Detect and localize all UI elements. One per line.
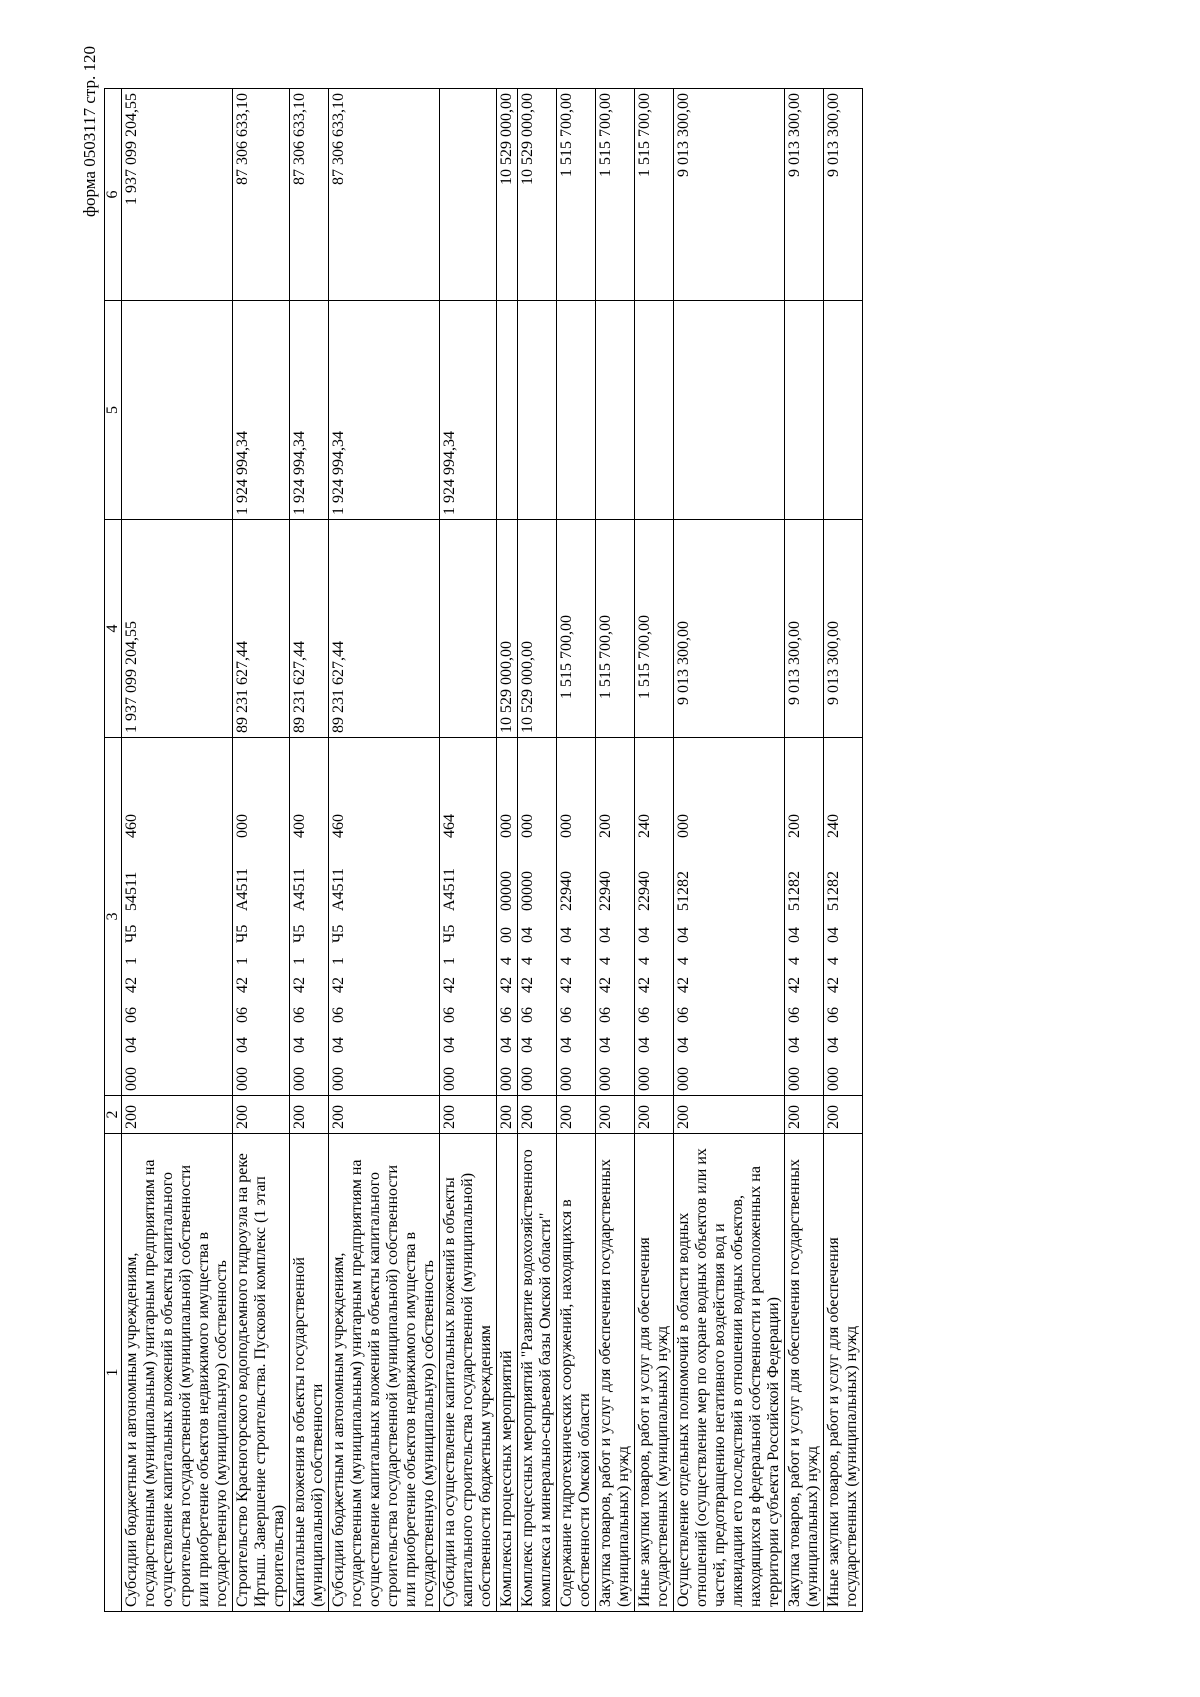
budget-code-part: 42 [291, 977, 308, 993]
row-unexecuted-cell: 1 515 700,00 [557, 89, 596, 301]
budget-code-part: 04 [636, 927, 653, 943]
row-line-code-cell: 200 [290, 1096, 329, 1134]
table-row [785, 89, 824, 1612]
budget-code-part: 04 [675, 927, 692, 943]
row-name-cell: Закупка товаров, работ и услуг для обеспечения государственных (муниципальных) нужд [785, 1134, 824, 1612]
row-approved-cell: 9 013 300,00 [674, 520, 785, 738]
budget-code-part: 04 [825, 927, 842, 943]
budget-code-part: 04 [519, 927, 536, 943]
budget-code-part: 22940 [597, 871, 614, 911]
row-approved-cell: 9 013 300,00 [824, 520, 863, 738]
row-executed-cell [497, 301, 518, 520]
row-budget-code-cell [329, 738, 440, 1096]
row-unexecuted-cell: 1 515 700,00 [635, 89, 674, 301]
budget-code [123, 742, 141, 1091]
budget-code-part: 06 [441, 1007, 458, 1023]
row-line-code-cell: 200 [785, 1096, 824, 1134]
row-name-cell: Содержание гидротехнических сооружений, находящихся в собственности Омской области [557, 1134, 596, 1612]
budget-code-part: 06 [498, 1007, 515, 1023]
budget-code-part: 42 [330, 977, 347, 993]
budget-code-part: 00000 [498, 871, 515, 911]
row-executed-cell [674, 301, 785, 520]
budget-code-part: 000 [234, 814, 251, 838]
budget-code-part: 1 [123, 957, 140, 965]
budget-code-part: 04 [675, 1037, 692, 1053]
table-row [635, 89, 674, 1612]
budget-code [597, 742, 615, 1091]
table-row [122, 89, 233, 1612]
row-line-code-cell: 200 [824, 1096, 863, 1134]
row-unexecuted-cell: 10 529 000,00 [497, 89, 518, 301]
row-name-cell: Иные закупки товаров, работ и услуг для обеспечения государственных (муниципальных) нужд [635, 1134, 674, 1612]
budget-code-part: 22940 [636, 871, 653, 911]
table-row [596, 89, 635, 1612]
row-executed-cell [785, 301, 824, 520]
budget-code-part: А4511 [441, 868, 458, 911]
row-line-code-cell: 200 [329, 1096, 440, 1134]
row-line-code-cell: 200 [233, 1096, 290, 1134]
budget-code-part: 04 [786, 1037, 803, 1053]
budget-code-part: 000 [597, 1067, 614, 1091]
row-unexecuted-cell: 87 306 633,10 [233, 89, 290, 301]
row-budget-code-cell [440, 738, 497, 1096]
budget-code-part: 240 [636, 814, 653, 838]
budget-code-part: 42 [636, 977, 653, 993]
budget-code [330, 742, 348, 1091]
column-header: 3 [105, 738, 122, 1096]
budget-code-part: 00 [498, 927, 515, 943]
budget-code-part: 460 [123, 814, 140, 838]
table-row [824, 89, 863, 1612]
table-row [440, 89, 497, 1612]
form-caption: форма 0503117 стр. 120 [80, 46, 99, 217]
row-executed-cell: 1 924 994,34 [329, 301, 440, 520]
row-budget-code-cell [518, 738, 557, 1096]
row-approved-cell: 1 515 700,00 [557, 520, 596, 738]
budget-code-part: 42 [498, 977, 515, 993]
row-approved-cell: 89 231 627,44 [329, 520, 440, 738]
budget-code-part: 4 [786, 957, 803, 965]
row-unexecuted-cell: 1 937 099 204,55 [122, 89, 233, 301]
row-name-cell: Субсидии бюджетным и автономным учреждениям, государственным (муниципальным) унитарным предприятиям на осуществление капитальных вложений в объекты капитального строительства государственной (муниципальной) собственности или приобретение объектов недвижимого имущества в государственную (муниципальную) собственность [329, 1134, 440, 1612]
row-unexecuted-cell: 9 013 300,00 [824, 89, 863, 301]
budget-code-part: А4511 [291, 868, 308, 911]
header-row [105, 89, 122, 1612]
budget-code-part: 04 [786, 927, 803, 943]
budget-code-part: 000 [234, 1067, 251, 1091]
budget-code-part: 04 [597, 927, 614, 943]
budget-code-part: 06 [675, 1007, 692, 1023]
row-name-cell: Осуществление отдельных полномочий в области водных отношений (осуществление мер по охране водных объектов или их частей, предотвращению негативного воздействия вод и ликвидации его последствий в отношении водных объектов, находящихся в федеральной собственности и расположенных на территории субъекта Российской Федерации) [674, 1134, 785, 1612]
budget-code-part: 1 [291, 957, 308, 965]
budget-code-part: 06 [597, 1007, 614, 1023]
budget-code-part: Ч5 [234, 924, 251, 943]
budget-code-part: 51282 [786, 871, 803, 911]
row-unexecuted-cell: 1 515 700,00 [596, 89, 635, 301]
budget-code [519, 742, 537, 1091]
budget-code [291, 742, 309, 1091]
column-header: 5 [105, 301, 122, 520]
budget-code-part: 400 [291, 814, 308, 838]
budget-code-part: 000 [558, 814, 575, 838]
budget-code [498, 742, 516, 1091]
budget-code-part: 51282 [675, 871, 692, 911]
row-name-cell: Комплексы процессных мероприятий [497, 1134, 518, 1612]
row-name-cell: Капитальные вложения в объекты государственной (муниципальной) собственности [290, 1134, 329, 1612]
budget-code [558, 742, 576, 1091]
budget-code-part: 06 [519, 1007, 536, 1023]
row-executed-cell [824, 301, 863, 520]
row-executed-cell [518, 301, 557, 520]
budget-code-part: 06 [330, 1007, 347, 1023]
budget-code-part: 06 [786, 1007, 803, 1023]
row-executed-cell: 1 924 994,34 [440, 301, 497, 520]
row-name-cell: Комплекс процессных мероприятий "Развитие водохозяйственного комплекса и минерально-сырьевой базы Омской области" [518, 1134, 557, 1612]
budget-code-part: 42 [519, 977, 536, 993]
budget-code-part: 06 [558, 1007, 575, 1023]
budget-code-part: 4 [597, 957, 614, 965]
row-approved-cell: 1 937 099 204,55 [122, 520, 233, 738]
row-executed-cell: 1 924 994,34 [290, 301, 329, 520]
budget-code-part: 000 [519, 814, 536, 838]
budget-code-part: 04 [291, 1037, 308, 1053]
budget-code-part: 000 [675, 814, 692, 838]
budget-code-part: 000 [498, 814, 515, 838]
budget-code-part: 06 [291, 1007, 308, 1023]
budget-code-part: 04 [441, 1037, 458, 1053]
budget-code-part: 1 [330, 957, 347, 965]
budget-code-part: 04 [498, 1037, 515, 1053]
budget-code-part: 42 [558, 977, 575, 993]
budget-code-part: 04 [558, 1037, 575, 1053]
budget-code-part: 200 [786, 814, 803, 838]
row-line-code-cell: 200 [596, 1096, 635, 1134]
budget-code-part: Ч5 [441, 924, 458, 943]
budget-code-part: 000 [825, 1067, 842, 1091]
budget-code-part: 04 [123, 1037, 140, 1053]
row-budget-code-cell [497, 738, 518, 1096]
row-name-cell: Субсидии бюджетным и автономным учреждениям, государственным (муниципальным) унитарным предприятиям на осуществление капитальных вложений в объекты капитального строительства государственной (муниципальной) собственности или приобретение объектов недвижимого имущества в государственную (муниципальную) собственность [122, 1134, 233, 1612]
table-row [674, 89, 785, 1612]
row-budget-code-cell [233, 738, 290, 1096]
column-header: 1 [105, 1134, 122, 1612]
budget-code-part: 1 [234, 957, 251, 965]
row-executed-cell [596, 301, 635, 520]
row-executed-cell [635, 301, 674, 520]
budget-code-part: 000 [441, 1067, 458, 1091]
budget-code-part: 04 [825, 1037, 842, 1053]
row-executed-cell [122, 301, 233, 520]
row-unexecuted-cell: 9 013 300,00 [674, 89, 785, 301]
row-budget-code-cell [785, 738, 824, 1096]
row-unexecuted-cell [440, 89, 497, 301]
row-approved-cell: 10 529 000,00 [518, 520, 557, 738]
budget-code-part: 000 [498, 1067, 515, 1091]
row-approved-cell: 10 529 000,00 [497, 520, 518, 738]
row-name-cell: Закупка товаров, работ и услуг для обеспечения государственных (муниципальных) нужд [596, 1134, 635, 1612]
budget-code-part: 04 [636, 1037, 653, 1053]
row-unexecuted-cell: 87 306 633,10 [290, 89, 329, 301]
row-approved-cell: 1 515 700,00 [635, 520, 674, 738]
row-budget-code-cell [635, 738, 674, 1096]
row-line-code-cell: 200 [122, 1096, 233, 1134]
budget-code-part: А4511 [330, 868, 347, 911]
table-row [290, 89, 329, 1612]
budget-code-part: 000 [330, 1067, 347, 1091]
row-name-cell: Строительство Красногорского водоподъемного гидроузла на реке Иртыш. Завершение строительства. Пусковой комплекс (1 этап строительства) [233, 1134, 290, 1612]
table-row [329, 89, 440, 1612]
row-line-code-cell: 200 [674, 1096, 785, 1134]
budget-code-part: Ч5 [291, 924, 308, 943]
row-line-code-cell: 200 [497, 1096, 518, 1134]
budget-code-part: 54511 [123, 871, 140, 911]
row-budget-code-cell [824, 738, 863, 1096]
budget-code-part: Ч5 [330, 924, 347, 943]
budget-code-part: 4 [825, 957, 842, 965]
budget-code-part: 42 [675, 977, 692, 993]
row-executed-cell [557, 301, 596, 520]
budget-code-part: 000 [519, 1067, 536, 1091]
budget-code-part: 04 [330, 1037, 347, 1053]
column-header: 4 [105, 520, 122, 738]
row-executed-cell: 1 924 994,34 [233, 301, 290, 520]
budget-code-part: 42 [234, 977, 251, 993]
budget-code-part: 460 [330, 814, 347, 838]
row-name-cell: Иные закупки товаров, работ и услуг для обеспечения государственных (муниципальных) нужд [824, 1134, 863, 1612]
row-approved-cell: 89 231 627,44 [290, 520, 329, 738]
budget-code-part: 200 [597, 814, 614, 838]
budget-code-part: 000 [123, 1067, 140, 1091]
budget-code-part: 42 [123, 977, 140, 993]
budget-code-part: 4 [636, 957, 653, 965]
row-unexecuted-cell: 9 013 300,00 [785, 89, 824, 301]
budget-code-part: 06 [636, 1007, 653, 1023]
budget-code-part: 4 [519, 957, 536, 965]
budget-code-part: 4 [558, 957, 575, 965]
row-line-code-cell: 200 [635, 1096, 674, 1134]
row-approved-cell: 9 013 300,00 [785, 520, 824, 738]
budget-code-part: 42 [597, 977, 614, 993]
table-row [557, 89, 596, 1612]
budget-code-part: 04 [558, 927, 575, 943]
budget-code-part: 06 [234, 1007, 251, 1023]
budget-code-part: 04 [597, 1037, 614, 1053]
table-row [518, 89, 557, 1612]
budget-code [786, 742, 804, 1091]
budget-code-part: 4 [498, 957, 515, 965]
row-unexecuted-cell: 10 529 000,00 [518, 89, 557, 301]
table-row [233, 89, 290, 1612]
budget-code-part: 1 [441, 957, 458, 965]
table-row [497, 89, 518, 1612]
budget-code-part: 42 [441, 977, 458, 993]
budget-code-part: 06 [825, 1007, 842, 1023]
budget-code-part: 000 [636, 1067, 653, 1091]
budget-code-part: 240 [825, 814, 842, 838]
row-line-code-cell: 200 [557, 1096, 596, 1134]
budget-code [675, 742, 693, 1091]
budget-code [234, 742, 252, 1091]
row-budget-code-cell [290, 738, 329, 1096]
row-budget-code-cell [557, 738, 596, 1096]
budget-code-part: 000 [675, 1067, 692, 1091]
budget-code-part: 000 [558, 1067, 575, 1091]
budget-code-part: 464 [441, 814, 458, 838]
row-budget-code-cell [674, 738, 785, 1096]
budget-code-part: 22940 [558, 871, 575, 911]
budget-code-part: Ч5 [123, 924, 140, 943]
row-budget-code-cell [122, 738, 233, 1096]
budget-code-part: 04 [234, 1037, 251, 1053]
budget-code-part: 04 [519, 1037, 536, 1053]
budget-code-part: 51282 [825, 871, 842, 911]
row-name-cell: Субсидии на осуществление капитальных вложений в объекты капитального строительства государственной (муниципальной) собственности бюджетным учреждениям [440, 1134, 497, 1612]
budget-code [636, 742, 654, 1091]
budget-code-part: А4511 [234, 868, 251, 911]
budget-code-part: 4 [675, 957, 692, 965]
budget-code-part: 42 [786, 977, 803, 993]
column-header: 6 [105, 89, 122, 301]
budget-code [441, 742, 459, 1091]
row-approved-cell [440, 520, 497, 738]
row-approved-cell: 89 231 627,44 [233, 520, 290, 738]
row-approved-cell: 1 515 700,00 [596, 520, 635, 738]
column-header: 2 [105, 1096, 122, 1134]
row-line-code-cell: 200 [440, 1096, 497, 1134]
budget-code-part: 00000 [519, 871, 536, 911]
budget-code [825, 742, 843, 1091]
budget-code-part: 42 [825, 977, 842, 993]
budget-execution-table [104, 88, 863, 1612]
row-unexecuted-cell: 87 306 633,10 [329, 89, 440, 301]
row-budget-code-cell [596, 738, 635, 1096]
budget-code-part: 000 [291, 1067, 308, 1091]
budget-code-part: 06 [123, 1007, 140, 1023]
budget-code-part: 000 [786, 1067, 803, 1091]
row-line-code-cell: 200 [518, 1096, 557, 1134]
